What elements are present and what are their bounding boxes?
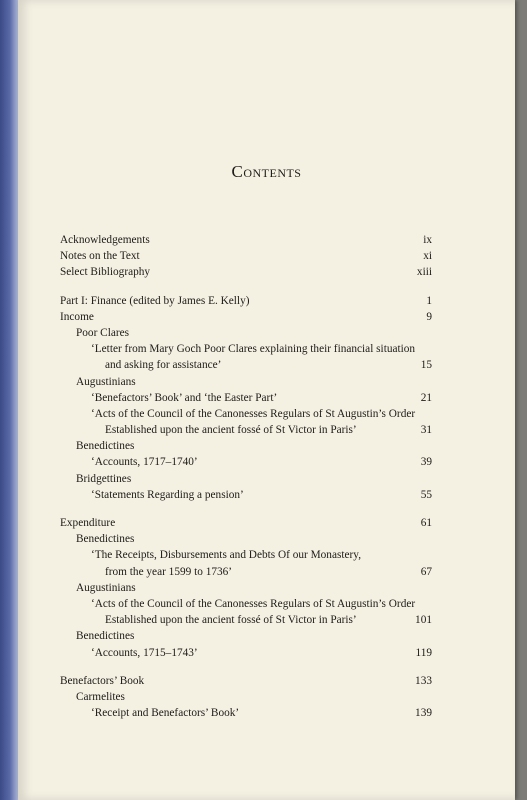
toc-entry-page: 119 bbox=[415, 646, 432, 659]
toc-entry-title: Select Bibliography bbox=[60, 266, 151, 279]
toc-entry-title: and asking for assistance’ bbox=[105, 359, 222, 372]
toc-entry-title: Poor Clares bbox=[76, 326, 130, 339]
toc-entry-title: Carmelites bbox=[76, 690, 125, 703]
toc-entry-page: 1 bbox=[426, 294, 432, 307]
toc-entry bbox=[60, 471, 432, 487]
toc-entry-page: 67 bbox=[420, 565, 432, 578]
book-page bbox=[18, 0, 515, 800]
toc-entry bbox=[60, 422, 432, 438]
toc-entry-title: Bridgettines bbox=[76, 472, 132, 485]
toc-entry bbox=[60, 438, 432, 454]
toc-entry-title: Augustinians bbox=[76, 581, 136, 594]
toc-entry-title: Acknowledgements bbox=[60, 234, 150, 246]
toc-section-gap bbox=[60, 503, 432, 515]
toc-entry bbox=[60, 357, 432, 373]
toc-entry bbox=[60, 248, 432, 264]
toc-entry bbox=[60, 390, 432, 406]
toc-entry-title: Expenditure bbox=[60, 517, 116, 529]
toc-entry-page: 55 bbox=[420, 488, 432, 501]
toc-entry-title: ‘Acts of the Council of the Canonesses Regulars of St Augustin’s Order bbox=[91, 597, 416, 610]
toc-entry-title: ‘Acts of the Council of the Canonesses Regulars of St Augustin’s Order bbox=[91, 407, 416, 420]
toc-entry bbox=[60, 531, 432, 547]
toc-entry bbox=[60, 596, 432, 612]
toc-entry-title: Benedictines bbox=[76, 630, 135, 643]
toc-entry bbox=[60, 645, 432, 661]
toc-entry bbox=[60, 628, 432, 644]
toc-entry bbox=[60, 374, 432, 390]
toc-entry-page: 39 bbox=[420, 456, 432, 469]
toc-entry-title: Income bbox=[60, 310, 94, 323]
toc-entry bbox=[60, 547, 432, 563]
toc-entry bbox=[60, 293, 432, 309]
toc-entry bbox=[60, 580, 432, 596]
toc-entry-title: Augustinians bbox=[76, 375, 136, 388]
toc-entry-page: 133 bbox=[415, 674, 432, 687]
toc-entry bbox=[60, 705, 432, 721]
toc-entry-title: ‘Benefactors’ Book’ and ‘the Easter Part’ bbox=[91, 391, 278, 404]
toc-entry-title: from the year 1599 to 1736’ bbox=[105, 565, 233, 578]
toc-entry-title: ‘Receipt and Benefactors’ Book’ bbox=[91, 707, 240, 720]
toc-entry-title: ‘The Receipts, Disbursements and Debts Of our Monastery, bbox=[91, 549, 362, 562]
toc-entry bbox=[60, 673, 432, 689]
toc-entry bbox=[60, 515, 432, 531]
toc-entry bbox=[60, 232, 432, 248]
toc-entry-title: Benedictines bbox=[76, 533, 135, 546]
toc-entry-title: ‘Accounts, 1717–1740’ bbox=[91, 456, 198, 469]
contents-heading: Contents bbox=[231, 162, 302, 181]
toc-entry bbox=[60, 564, 432, 580]
toc-entry-title: Benedictines bbox=[76, 440, 135, 453]
toc-entry bbox=[60, 689, 432, 705]
toc-entry-page: xi bbox=[423, 250, 432, 263]
toc-entry-title: ‘Accounts, 1715–1743’ bbox=[91, 646, 198, 659]
toc-entry-page: 31 bbox=[420, 424, 432, 437]
toc-entry bbox=[60, 341, 432, 357]
toc-entry-page: ix bbox=[423, 234, 432, 246]
toc-entry bbox=[60, 454, 432, 470]
toc-entry-page: 15 bbox=[420, 359, 432, 372]
toc-entry bbox=[60, 325, 432, 341]
toc-entry-title: Notes on the Text bbox=[60, 250, 140, 263]
toc-entry bbox=[60, 612, 432, 628]
toc-entry bbox=[60, 406, 432, 422]
table-of-contents bbox=[60, 232, 432, 721]
toc-entry-page: 139 bbox=[415, 707, 432, 720]
toc-entry-title: ‘Letter from Mary Goch Poor Clares explaining their financial situation bbox=[91, 343, 416, 356]
toc-entry bbox=[60, 264, 432, 280]
toc-entry-page: 101 bbox=[415, 614, 432, 627]
toc-entry bbox=[60, 309, 432, 325]
toc-entry-page: xiii bbox=[416, 266, 432, 279]
toc-entry-page: 9 bbox=[426, 310, 432, 323]
toc-section-gap bbox=[60, 661, 432, 673]
toc-entry-title: Part I: Finance (edited by James E. Kelly) bbox=[60, 294, 250, 307]
toc-entry-title: Benefactors’ Book bbox=[60, 674, 145, 687]
toc-entry-page: 21 bbox=[420, 391, 432, 404]
toc-entry-title: ‘Statements Regarding a pension’ bbox=[91, 488, 244, 501]
toc-entry-title: Established upon the ancient fossé of St Victor in Paris’ bbox=[105, 424, 357, 437]
toc-entry-title: Established upon the ancient fossé of St Victor in Paris’ bbox=[105, 614, 357, 627]
toc-entry-page: 61 bbox=[420, 517, 432, 529]
toc-section-gap bbox=[60, 281, 432, 293]
toc-entry bbox=[60, 487, 432, 503]
